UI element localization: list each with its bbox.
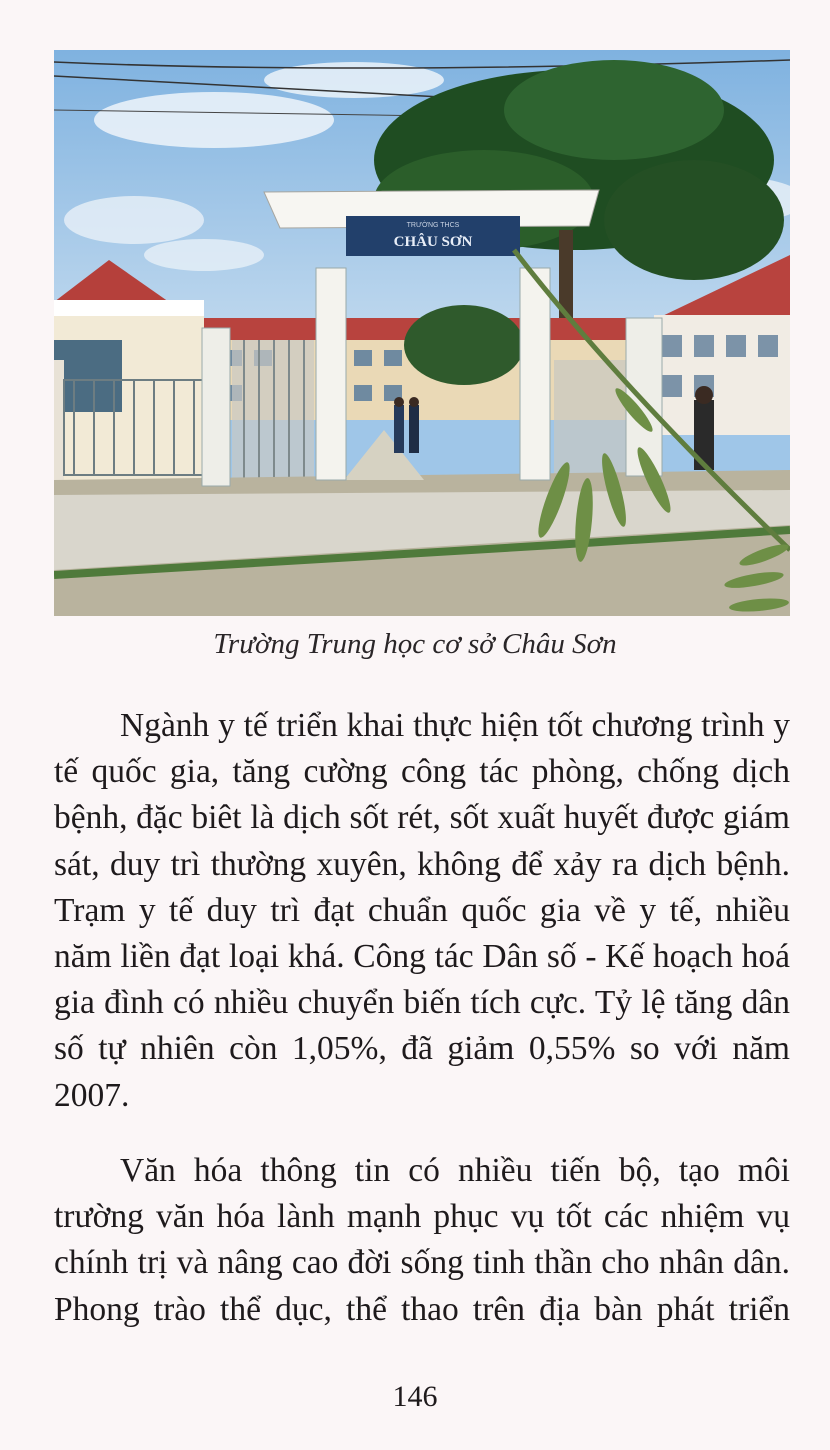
page-number: 146 [392,1380,438,1413]
body-paragraph-culture: Văn hóa thông tin có nhiều tiến bộ, tạo môi trường văn hóa lành mạnh phục vụ tốt các nhiệm vụ chính trị và nâng cao đời sống tinh thần cho nhân dân. Phong trào thể dục, thể thao trên địa bàn phát triển [54,1152,790,1328]
body-paragraph-health: Ngành y tế triển khai thực hiện tốt chương trình y tế quốc gia, tăng cường công tác phòng, chống dịch bệnh, đặc biêt là dịch sốt rét, sốt xuất huyết được giám sát, duy trì thường xuyên, không để xảy ra dịch bệnh. Trạm y tế duy trì đạt chuẩn quốc gia về y tế, nhiều năm liền đạt loại khá. Công tác Dân số - Kế hoạch hoá gia đình có nhiều chuyển biến tích cực. Tỷ lệ tăng dân số tự nhiên còn 1,05%, đã giảm 0,55% so với năm 2007. [54,707,790,1114]
gate-sign-text: CHÂU SƠN [393,234,473,250]
school-gate-photo [54,50,790,616]
gate-sign-small-text: TRƯỜNG THCS [406,222,460,229]
photo-caption: Trường Trung học cơ sở Châu Sơn [213,628,617,660]
